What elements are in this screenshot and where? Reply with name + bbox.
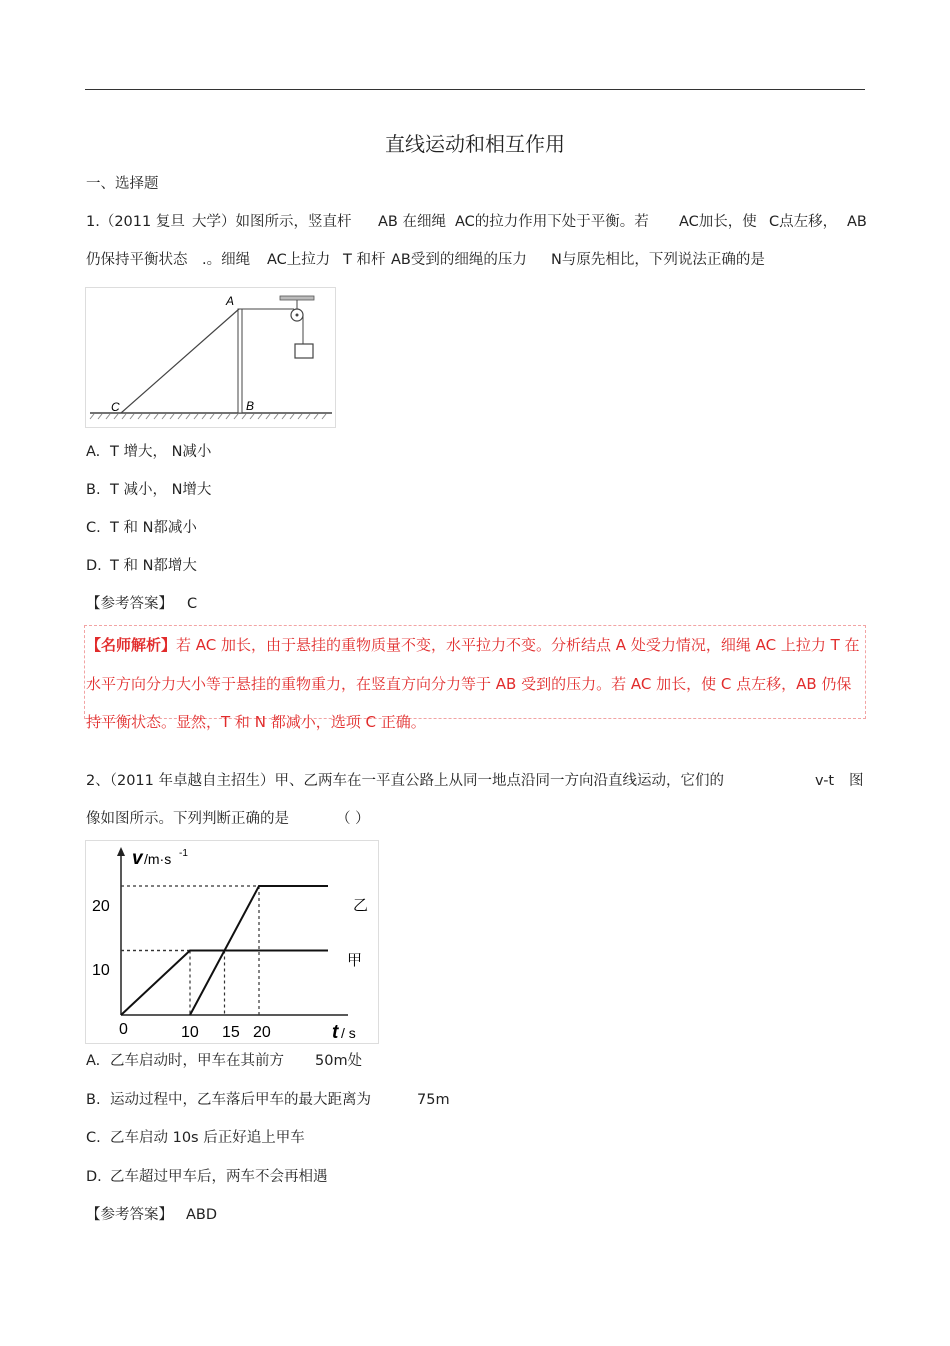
q1-text-part: AC上拉力	[267, 252, 331, 268]
q1-text-part: .。细绳	[202, 252, 251, 268]
x-axis-label-unit: / s	[341, 1025, 356, 1041]
option-text: 乙车超过甲车后，两车不会再相遇	[110, 1169, 328, 1185]
option-letter: C.	[86, 520, 101, 536]
rope-ac	[121, 309, 239, 413]
q1-text-part: 仍保持平衡状态	[86, 252, 188, 268]
section-heading: 一、选择题	[86, 176, 159, 192]
q1-text-part: AB 在细绳	[378, 214, 446, 230]
option-text: T 和 N都增大	[110, 558, 197, 574]
answer-label: 【参考答案】	[86, 1207, 173, 1223]
rod-ab	[238, 309, 242, 413]
answer-label: 【参考答案】	[86, 596, 173, 612]
q2-text-part: 图	[849, 773, 864, 789]
y-axis-arrow	[117, 847, 125, 856]
option-letter: A.	[86, 444, 101, 460]
header-rule	[85, 89, 865, 90]
q1-text-part: 大学）如图所示，竖直杆	[192, 214, 352, 230]
label-a: A	[226, 294, 235, 308]
q1-text-part: 1.（2011 复旦	[86, 214, 185, 230]
q2-text-part: 2、（2011 年卓越自主招生）甲、乙两车在一平直公路上从同一地点沿同一方向沿直线运动，它们的	[86, 773, 724, 789]
hanging-weight	[295, 344, 313, 358]
series-label-yi: 乙	[353, 897, 369, 914]
q2-text-part: （ ）	[336, 811, 370, 827]
option-letter: D.	[86, 558, 102, 574]
x-tick-label: 10	[181, 1024, 199, 1041]
vt-graph	[86, 841, 378, 1043]
ground-hatch	[90, 414, 326, 419]
q1-text-part: AB	[847, 214, 867, 230]
option-text: 运动过程中，乙车落后甲车的最大距离为	[110, 1092, 371, 1108]
x-tick-label: 0	[119, 1021, 128, 1038]
label-c: C	[111, 400, 120, 414]
expert-analysis	[84, 625, 866, 731]
label-b: B	[246, 399, 255, 413]
option-letter: D.	[86, 1169, 102, 1185]
option-value: 50m处	[315, 1053, 363, 1069]
q2-text-part: v-t	[815, 773, 835, 789]
q2-text-part: 像如图所示。下列判断正确的是	[86, 811, 289, 827]
option-text: 乙车启动时，甲车在其前方	[110, 1053, 284, 1069]
x-axis-label-t: t	[332, 1022, 339, 1043]
rod-rope-figure	[85, 287, 336, 428]
option-text: T 和 N都减小	[110, 520, 197, 536]
y-tick-label: 20	[92, 898, 110, 915]
option-value: 75m	[417, 1092, 450, 1108]
x-tick-label: 15	[222, 1024, 240, 1041]
q1-text-part: AB受到的细绳的压力	[391, 252, 527, 268]
option-text: 乙车启动 10s 后正好追上甲车	[110, 1130, 305, 1146]
analysis-label: 【名师解析】	[86, 636, 177, 654]
y-axis-label-v: v	[132, 848, 143, 869]
vt-graph-figure	[85, 840, 379, 1044]
y-axis-label-unit: /m·s	[144, 851, 172, 867]
q1-text-part: AC加长，使	[679, 214, 757, 230]
option-letter: A.	[86, 1053, 101, 1069]
q1-text-part: T 和杆	[343, 252, 386, 268]
y-axis-label-exp: -1	[179, 848, 188, 859]
x-tick-label: 20	[253, 1024, 271, 1041]
analysis-text: 若 AC 加长，由于悬挂的重物质量不变，水平拉力不变。分析结点 A 处受力情况，细绳 AC 上拉力 T 在水平方向分力大小等于悬挂的重物重力，在竖直方向分力等于 AB 受到的压力。若 AC 加长，使 C 点左移，AB 仍保持平衡状态。显然，T 和 N 都减小，选项 C 正确。	[86, 636, 860, 731]
q1-text-part: AC的拉力作用下处于平衡。若	[455, 214, 649, 230]
option-text: T 减小， N增大	[110, 482, 212, 498]
option-letter: C.	[86, 1130, 101, 1146]
q1-text-part: C点左移，	[769, 214, 838, 230]
series-label-jia: 甲	[347, 952, 363, 969]
answer-value: ABD	[186, 1207, 218, 1223]
q1-text-part: N与原先相比，下列说法正确的是	[551, 252, 765, 268]
option-text: T 增大， N减小	[110, 444, 212, 460]
ceiling-support	[280, 296, 314, 300]
option-letter: B.	[86, 482, 101, 498]
answer-value: C	[187, 596, 198, 612]
rod-rope-diagram	[86, 288, 335, 427]
y-tick-label: 10	[92, 962, 110, 979]
page-title: 直线运动和相互作用	[385, 132, 565, 156]
option-letter: B.	[86, 1092, 101, 1108]
